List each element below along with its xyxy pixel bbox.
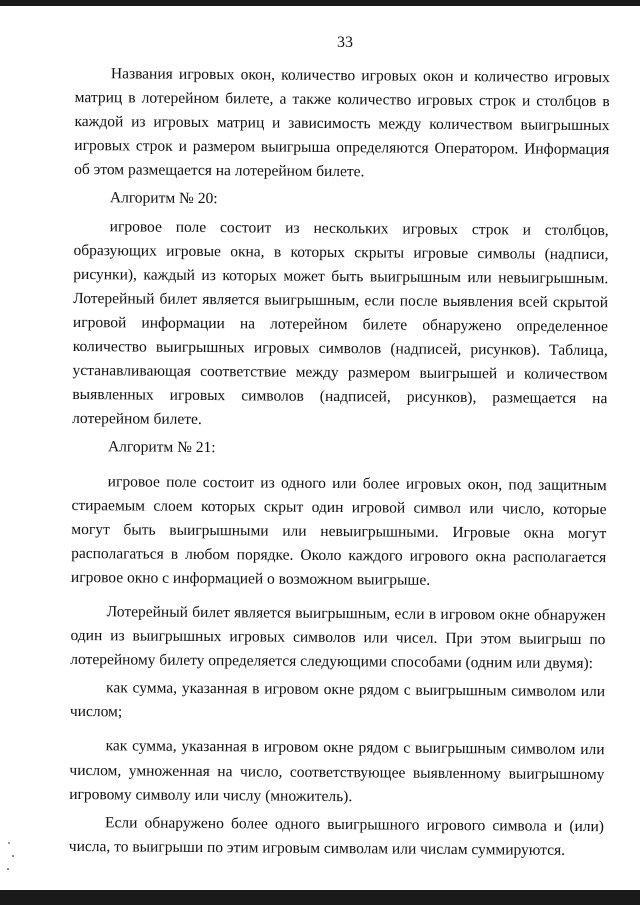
paragraph-algorithm-20: игровое поле состоит из нескольких игровых строк и столбцов, образующих игровые окна, в которых скрыты игровые символы (надписи, рисунки), каждый из которых может быть выигрышным или невыигрышным. Лотерейный билет является выигрышным, если после выявления всей скрытой игровой информации на лотерейном билете обнаружено определенное количество выигрышных игровых символов (надписей, рисунков). Таблица, устанавливающая соответствие между размером выигрышей и количеством выявленных игровых символов (надписей, рисунков), размещается на лотерейном билете. xyxy=(72,217,609,429)
scan-speck xyxy=(7,868,9,870)
paragraph-method-1: как сумма, указанная в игровом окне рядом с выигрышным символом или числом; xyxy=(69,679,606,721)
scan-speck xyxy=(12,855,14,857)
paragraph-intro: Названия игровых окон, количество игровых окон и количество игровых матриц в лотерейном билете, а также количество игровых строк и столбцов в каждой из игровых матриц и зависимость между количеством выигрышных игровых строк и размером выигрыша определяются Оператором. Информация об этом размещается на лотерейном билете. xyxy=(74,65,610,181)
document-body xyxy=(69,62,610,863)
page-number: 33 xyxy=(337,34,353,51)
heading-algorithm-21: Алгоритм № 21: xyxy=(107,438,216,457)
paragraph-algorithm-21: игровое поле состоит из одного или более игровых окон, под защитным стираемым слоем которых скрыт один игровой символ или число, которые могут быть выигрышными или невыигрышными. Игровые окна могут располагаться в любом порядке. Около каждого игрового окна располагается игровое окно с информацией о возможном выигрыше. xyxy=(70,472,607,589)
scan-border-top xyxy=(0,0,640,6)
scan-speck xyxy=(8,842,10,844)
heading-algorithm-20: Алгоритм № 20: xyxy=(109,189,218,208)
paragraph-winning-rule: Лотерейный билет является выигрышным, если в игровом окне обнаружен один из выигрышных игровых символов или чисел. При этом выигрыш по лотерейному билету определяется следующими способами (одним или двумя): xyxy=(70,603,606,673)
paragraph-method-2: как сумма, указанная в игровом окне рядом с выигрышным символом или числом, умноженная на число, соответствующее выявленному выигрышному игровому символу или числу (множитель). xyxy=(69,737,605,805)
paragraph-summation: Если обнаружено более одного выигрышного игрового символа и (или) числа, то выигрыши по этим игровым символам или числам суммируются. xyxy=(68,813,605,859)
scan-border-bottom xyxy=(0,890,640,905)
